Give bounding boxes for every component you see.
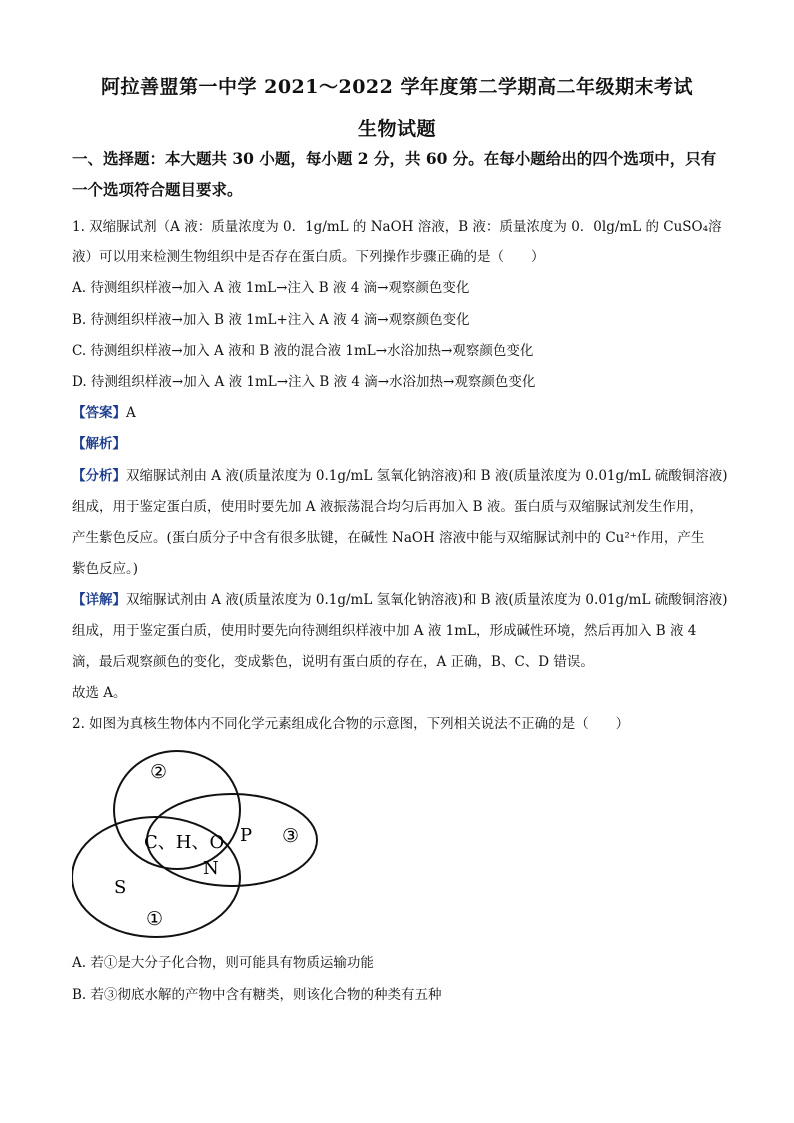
answer-value: A	[126, 405, 136, 421]
q2-option-a: A. 若①是大分子化合物，则可能具有物质运输功能	[72, 955, 374, 971]
q1-stem-line2: 液）可以用来检测生物组织中是否存在蛋白质。下列操作步骤正确的是（ ）	[72, 249, 545, 265]
exam-subtitle: 生物试题	[357, 118, 436, 140]
answer-tag: 【答案】	[72, 405, 126, 421]
label-cho: C、H、O	[144, 832, 225, 853]
q1-answer	[72, 401, 732, 421]
q2-stem: 2. 如图为真核生物体内不同化学元素组成化合物的示意图，下列相关说法不正确的是（ ）	[72, 716, 630, 732]
label-circle-2: ②	[150, 761, 168, 783]
label-s: S	[114, 877, 127, 898]
exam-title: 阿拉善盟第一中学 2021～2022 学年度第二学期高二年级期末考试	[101, 76, 693, 98]
q1-option-d: D. 待测组织样液→加入 A 液 1mL→注入 B 液 4 滴→水浴加热→观察颜色变化	[72, 374, 536, 390]
q1-option-b: B. 待测组织样液→加入 B 液 1mL+注入 A 液 4 滴→观察颜色变化	[72, 312, 470, 328]
label-circle-1: ①	[146, 908, 164, 930]
venn-diagram	[72, 742, 332, 942]
section-heading	[72, 143, 722, 205]
analysis-tag: 【解析】	[72, 436, 126, 452]
q1-fenxi-line1	[72, 464, 732, 484]
fenxi-text-1: 双缩脲试剂由 A 液(质量浓度为 0.1g/mL 氢氧化钠溶液)和 B 液(质量浓度为 0.01g/mL 硫酸铜溶液)	[126, 468, 728, 484]
q1-conclusion: 故选 A。	[72, 685, 127, 701]
q1-analysis-heading	[72, 432, 732, 452]
q2-option-b: B. 若③彻底水解的产物中含有糖类，则该化合物的种类有五种	[72, 987, 442, 1003]
q1-option-c: C. 待测组织样液→加入 A 液和 B 液的混合液 1mL→水浴加热→观察颜色变化	[72, 343, 534, 359]
xiangjie-text-1: 双缩脲试剂由 A 液(质量浓度为 0.1g/mL 氢氧化钠溶液)和 B 液(质量浓度为 0.01g/mL 硫酸铜溶液)	[126, 592, 728, 608]
q1-fenxi-line4: 紫色反应。)	[72, 561, 139, 577]
xiangjie-tag: 【详解】	[72, 592, 126, 608]
q1-xiangjie-line3: 滴，最后观察颜色的变化，变成紫色，说明有蛋白质的存在，A 正确，B、C、D 错误。	[72, 654, 594, 670]
fenxi-tag: 【分析】	[72, 468, 126, 484]
q1-stem-line1: 1. 双缩脲试剂（A 液：质量浓度为 0．1g/mL 的 NaOH 溶液，B 液：质量浓度为 0．0lg/mL 的 CuSO₄溶	[72, 219, 722, 235]
q1-xiangjie-line2: 组成，用于鉴定蛋白质，使用时要先向待测组织样液中加 A 液 1mL，形成碱性环境，然后再加入 B 液 4	[72, 623, 697, 639]
label-circle-3: ③	[282, 825, 300, 847]
q1-fenxi-line2: 组成，用于鉴定蛋白质，使用时要先加 A 液振荡混合均匀后再加入 B 液。蛋白质与双缩脲试剂发生作用，	[72, 499, 703, 515]
section-heading-line1: 一、选择题：本大题共 30 小题，每小题 2 分，共 60 分。在每小题给出的四个选项中，只有	[72, 149, 717, 168]
section-heading-line2: 一个选项符合题目要求。	[72, 180, 243, 199]
label-p: P	[240, 825, 253, 846]
q1-option-a: A. 待测组织样液→加入 A 液 1mL→注入 B 液 4 滴→观察颜色变化	[72, 280, 470, 296]
q1-xiangjie-line1	[72, 588, 732, 608]
q1-fenxi-line3: 产生紫色反应。(蛋白质分子中含有很多肽键，在碱性 NaOH 溶液中能与双缩脲试剂中的 Cu²⁺作用，产生	[72, 530, 705, 546]
label-n: N	[203, 858, 219, 879]
